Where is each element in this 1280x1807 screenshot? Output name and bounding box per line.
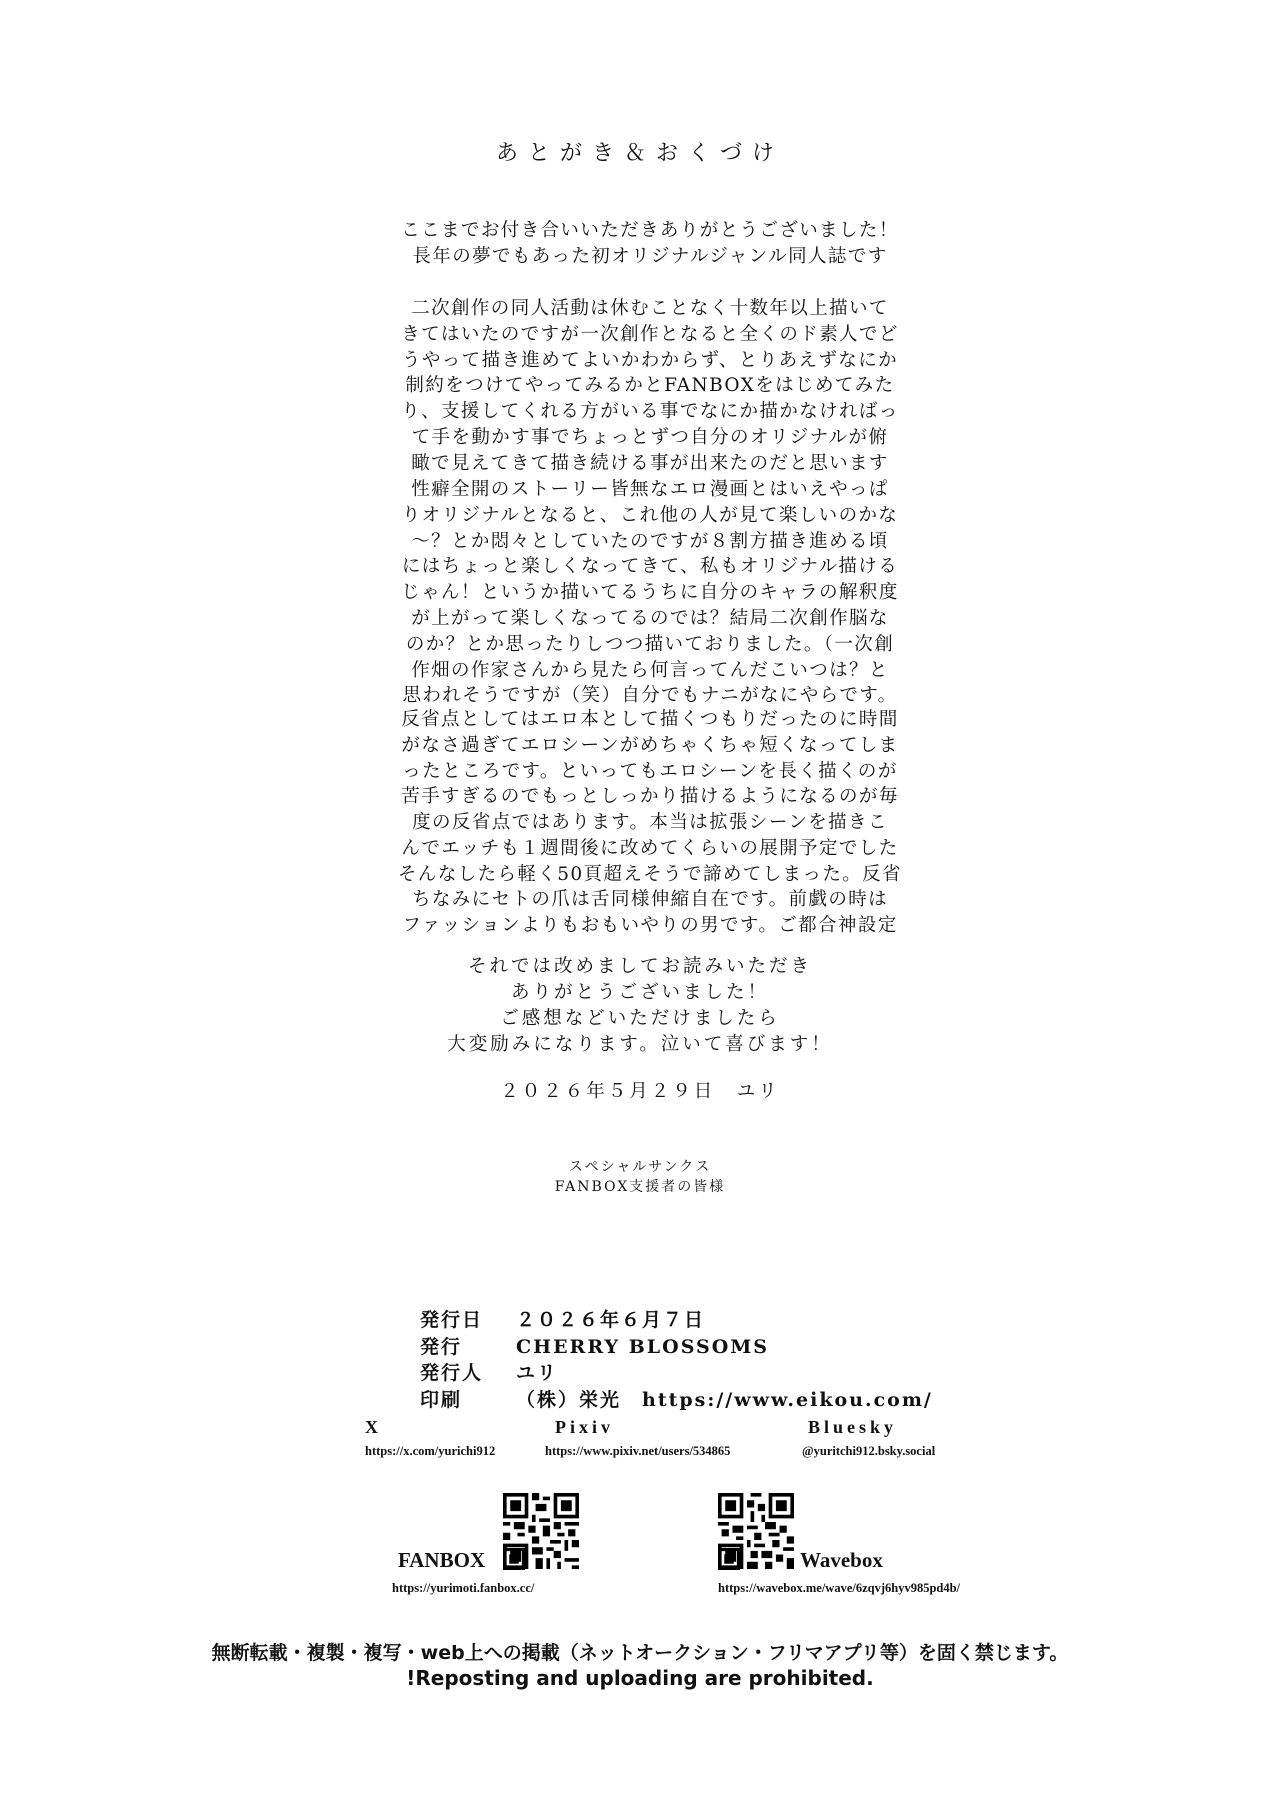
social-url[interactable]: https://x.com/yurichi912: [365, 1444, 496, 1458]
text-line: きてはいたのですが一次創作となると全くのド素人でど: [401, 323, 899, 345]
text-line: ったところです。といってもエロシーンを長く描くのが: [402, 760, 898, 782]
colophon-value: ユリ: [516, 1362, 559, 1384]
text-line: ～？とか悶々としていたのですが８割方描き進める頃: [411, 530, 889, 552]
copyright-notice-en: !Reposting and uploading are prohibited.: [406, 1666, 874, 1690]
copyright-notice-jp: 無断転載・複製・複写・web上への掲載（ネットオークション・フリマアプリ等）を固く禁じます。: [211, 1642, 1069, 1664]
text-line: り、支援してくれる方がいる事でなにか描かなければっ: [401, 401, 899, 423]
text-line: 度の反省点ではあります。本当は拡張シーンを描きこ: [412, 812, 888, 834]
text-line: ここまでお付き合いいただきありがとうございました！: [401, 220, 899, 241]
paragraph-story: [390, 477, 910, 709]
qr-label: FANBOX: [398, 1548, 486, 1572]
colophon-row: [420, 1334, 933, 1361]
paragraph-note: [390, 887, 910, 939]
thanks-heading: スペシャルサンクス: [568, 1159, 712, 1175]
text-line: がなさ過ぎてエロシーンがめちゃくちゃ短くなってしま: [401, 734, 899, 756]
text-line: ありがとうございました！: [510, 982, 769, 1003]
qr-url[interactable]: https://wavebox.me/wave/6zqvj6hyv985pd4b/: [718, 1581, 961, 1595]
colophon-value: CHERRY BLOSSOMS: [516, 1335, 770, 1358]
text-line: 性癖全開のストーリー皆無なエロ漫画とはいえやっぱ: [411, 479, 889, 500]
text-line: 二次創作の同人活動は休むことなく十数年以上描いて: [411, 298, 889, 319]
colophon-row: [420, 1387, 933, 1414]
colophon-key: 発行: [420, 1335, 463, 1358]
social-bluesky: [802, 1417, 935, 1459]
text-line: のか？とか思ったりしつつ描いておりました。（一次創: [405, 633, 895, 655]
text-line: が上がって楽しくなってるのでは？結局二次創作脳な: [411, 607, 889, 629]
text-line: んでエッチも１週間後に改めてくらいの展開予定でした: [401, 837, 899, 859]
social-url[interactable]: @yuritchi912.bsky.social: [802, 1444, 936, 1458]
text-line: そんなしたら軽く50頁超えそうで諦めてしまった。反省: [398, 863, 902, 885]
text-line: りオリジナルとなると、これ他の人が見て楽しいのかな: [401, 504, 899, 526]
text-line: 苦手すぎるのでもっとしっかり描けるようになるのが毎: [401, 786, 899, 808]
date-signature: ２０２６年５月２９日 ユリ: [500, 1081, 780, 1102]
social-pixiv: [545, 1417, 730, 1459]
colophon-value: ２０２６年６月７日: [516, 1309, 706, 1331]
text-line: 作畑の作家さんから見たら何言ってんだこいつは？と: [411, 659, 889, 681]
page-title: あとがき＆おくづけ: [495, 141, 784, 166]
colophon-key: 発行人: [420, 1362, 484, 1384]
colophon-row: [420, 1307, 933, 1334]
qr-url[interactable]: https://yurimoti.fanbox.cc/: [392, 1581, 535, 1595]
paragraph-reflection: [390, 707, 910, 888]
text-line: 大変励みになります。泣いて喜びます！: [447, 1034, 833, 1055]
social-name: X: [365, 1417, 382, 1437]
colophon-row: [420, 1360, 933, 1387]
text-line: ファッションよりもおもいやりの男です。ご都合神設定: [402, 914, 898, 936]
text-line: うやって描き進めてよいかわからず、とりあえずなにか: [401, 349, 899, 371]
social-url[interactable]: https://www.pixiv.net/users/534865: [545, 1444, 731, 1458]
text-line: 瞰で見えてきて描き続ける事が出来たのだと思います: [411, 452, 889, 474]
text-line: じゃん！というか描いてるうちに自分のキャラの解釈度: [401, 582, 899, 604]
colophon-key: 発行日: [420, 1309, 484, 1331]
colophon: [420, 1307, 933, 1413]
text-line: 制約をつけてやってみるかとFANBOXをはじめてみた: [405, 375, 895, 397]
closing-message: [0, 954, 1280, 1058]
text-line: 反省点としてはエロ本として描くつもりだったのに時間: [401, 709, 899, 730]
text-line: ご感想などいただけましたら: [500, 1008, 780, 1029]
text-line: て手を動かす事でちょっとずつ自分のオリジナルが俯: [411, 426, 889, 448]
social-x: [365, 1417, 495, 1459]
text-line: にはちょっと楽しくなってきて、私もオリジナル描ける: [401, 556, 899, 578]
qr-marker-icon: [718, 1548, 740, 1570]
text-line: 長年の夢でもあった初オリジナルジャンル同人誌です: [412, 245, 888, 267]
social-name: Pixiv: [555, 1417, 614, 1437]
text-line: ちなみにセトの爪は舌同様伸縮自在です。前戯の時は: [411, 889, 889, 910]
paragraph-intro: [390, 218, 910, 270]
colophon-key: 印刷: [420, 1388, 463, 1411]
text-line: 思われそうですが（笑）自分でもナニがなにやらです。: [402, 685, 898, 707]
social-name: Bluesky: [808, 1417, 898, 1437]
thanks-supporters: FANBOX支援者の皆様: [554, 1179, 726, 1195]
special-thanks: [0, 1157, 1280, 1197]
colophon-value: （株）栄光 https://www.eikou.com/: [516, 1388, 933, 1411]
qr-marker-icon: [503, 1548, 525, 1570]
qr-label: Wavebox: [800, 1548, 883, 1572]
text-line: それでは改めましてお読みいただき: [467, 956, 812, 977]
paragraph-background: [390, 296, 910, 477]
